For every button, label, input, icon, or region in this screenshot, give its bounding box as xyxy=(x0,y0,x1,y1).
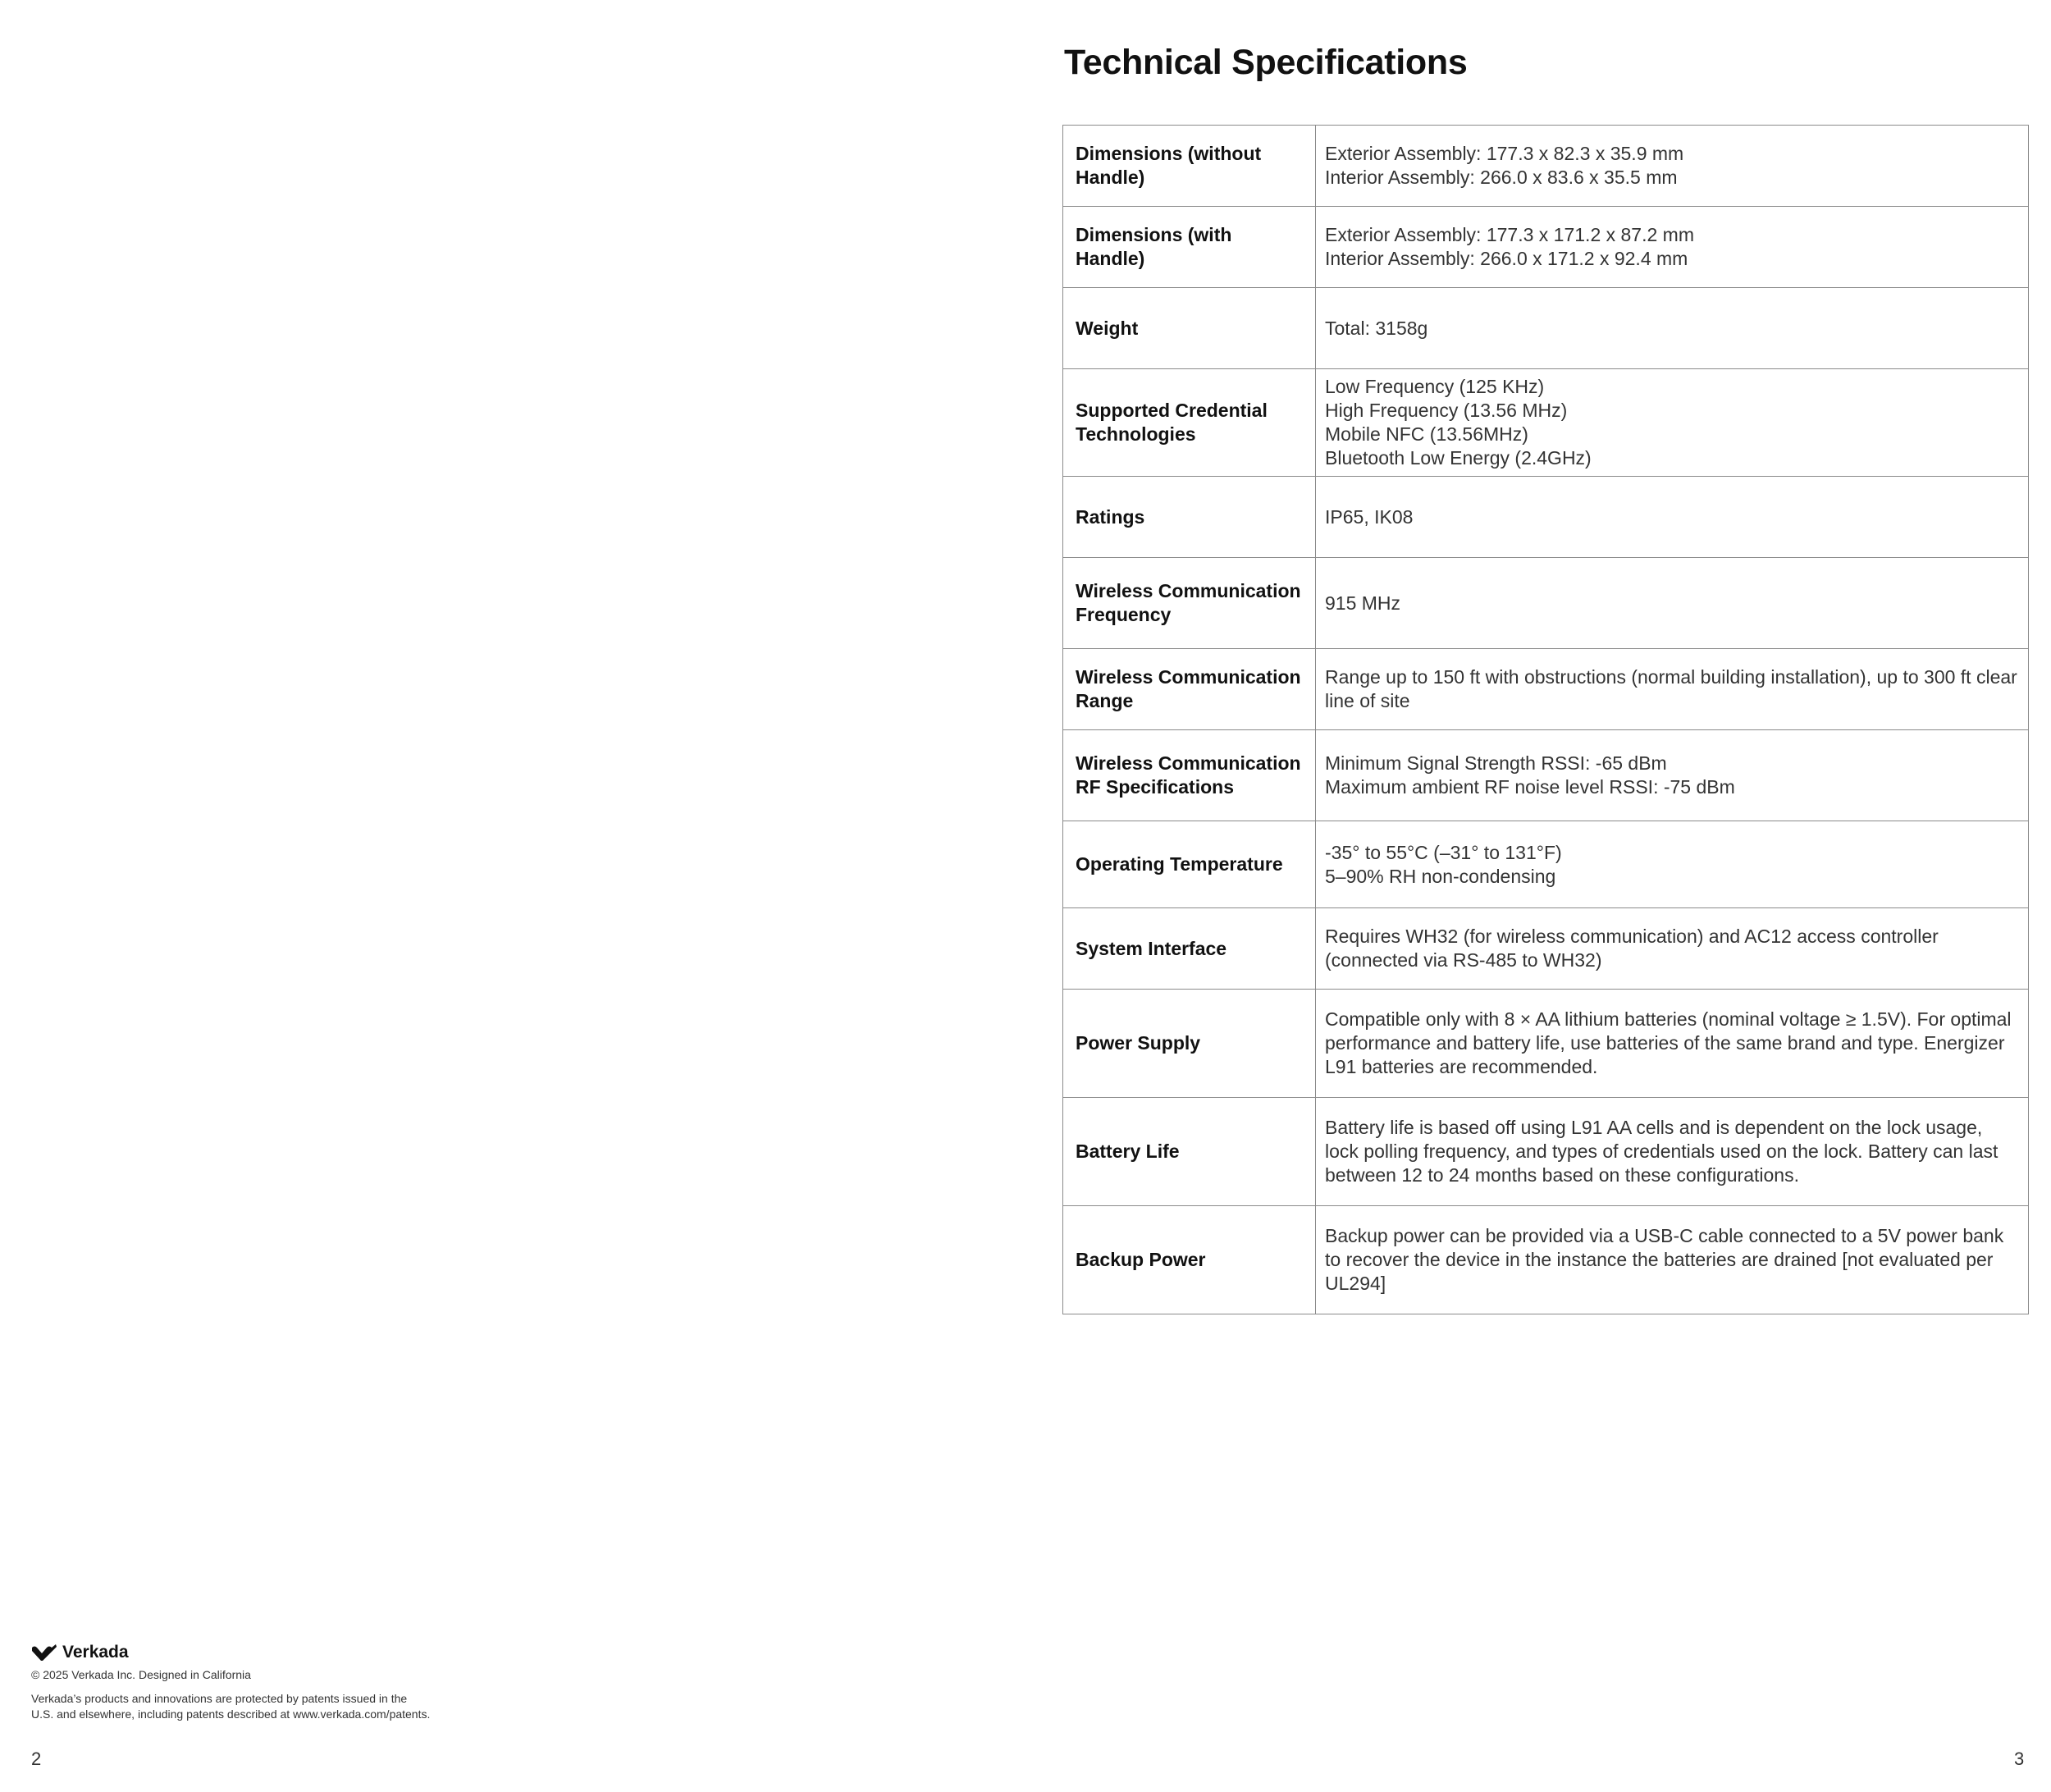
spec-value: Range up to 150 ft with obstructions (normal building installation), up to 300 ft clear line of site xyxy=(1316,649,2029,730)
spec-value: -35° to 55°C (–31° to 131°F) 5–90% RH non-condensing xyxy=(1316,821,2029,908)
spec-label: Backup Power xyxy=(1063,1206,1316,1314)
spec-label: Weight xyxy=(1063,288,1316,369)
spec-label: System Interface xyxy=(1063,908,1316,990)
spec-value: Requires WH32 (for wireless communication) and AC12 access controller (connected via RS-485 to WH32) xyxy=(1316,908,2029,990)
spec-value: Minimum Signal Strength RSSI: -65 dBm Maximum ambient RF noise level RSSI: -75 dBm xyxy=(1316,730,2029,821)
spec-label: Battery Life xyxy=(1063,1098,1316,1206)
page-number: 3 xyxy=(2014,1749,2025,1769)
spec-value: Battery life is based off using L91 AA cells and is dependent on the lock usage, lock polling frequency, and types of credentials used on the lock. Battery can last between 12 to 24 months based on these configurations. xyxy=(1316,1098,2029,1206)
spec-value: Compatible only with 8 × AA lithium batteries (nominal voltage ≥ 1.5V). For optimal performance and battery life, use batteries of the same brand and type. Energizer L91 batteries are recommended. xyxy=(1316,990,2029,1098)
patents-notice xyxy=(31,1691,540,1722)
spec-label: Wireless Communication Frequency xyxy=(1063,558,1316,649)
spec-value: IP65, IK08 xyxy=(1316,477,2029,558)
spec-value: 915 MHz xyxy=(1316,558,2029,649)
spec-label: Operating Temperature xyxy=(1063,821,1316,908)
patents-line-2: U.S. and elsewhere, including patents described at www.verkada.com/patents. xyxy=(31,1707,431,1721)
spec-label: Wireless Communication Range xyxy=(1063,649,1316,730)
spec-value: Low Frequency (125 KHz) High Frequency (13.56 MHz) Mobile NFC (13.56MHz) Bluetooth Low Energy (2.4GHz) xyxy=(1316,369,2029,477)
table-row xyxy=(1063,369,2029,477)
spec-value: Total: 3158g xyxy=(1316,288,2029,369)
spec-value: Exterior Assembly: 177.3 x 82.3 x 35.9 mm Interior Assembly: 266.0 x 83.6 x 35.5 mm xyxy=(1316,126,2029,207)
table-row xyxy=(1063,477,2029,558)
table-row xyxy=(1063,649,2029,730)
brand-name: Verkada xyxy=(62,1643,129,1662)
spec-label: Dimensions (without Handle) xyxy=(1063,126,1316,207)
spec-value: Exterior Assembly: 177.3 x 171.2 x 87.2 mm Interior Assembly: 266.0 x 171.2 x 92.4 mm xyxy=(1316,207,2029,288)
spec-label: Power Supply xyxy=(1063,990,1316,1098)
table-row xyxy=(1063,288,2029,369)
copyright-text: © 2025 Verkada Inc. Designed in California xyxy=(31,1668,251,1681)
table-row xyxy=(1063,558,2029,649)
page-number: 2 xyxy=(31,1749,42,1769)
spec-label: Supported Credential Technologies xyxy=(1063,369,1316,477)
table-row xyxy=(1063,207,2029,288)
table-row xyxy=(1063,908,2029,990)
right-page xyxy=(1026,0,2051,1792)
spec-label: Ratings xyxy=(1063,477,1316,558)
spec-table xyxy=(1062,125,2029,1314)
patents-line-1: Verkada’s products and innovations are protected by patents issued in the xyxy=(31,1692,408,1705)
table-row xyxy=(1063,126,2029,207)
table-row xyxy=(1063,990,2029,1098)
spec-value: Backup power can be provided via a USB-C cable connected to a 5V power bank to recover the device in the instance the batteries are drained [not evaluated per UL294] xyxy=(1316,1206,2029,1314)
table-row xyxy=(1063,730,2029,821)
spec-label: Dimensions (with Handle) xyxy=(1063,207,1316,288)
verkada-logo-icon xyxy=(31,1643,57,1662)
footer xyxy=(31,1643,540,1722)
table-row xyxy=(1063,821,2029,908)
table-row xyxy=(1063,1206,2029,1314)
spec-label: Wireless Communication RF Specifications xyxy=(1063,730,1316,821)
table-row xyxy=(1063,1098,2029,1206)
page-title: Technical Specifications xyxy=(1064,43,1468,82)
brand xyxy=(31,1643,540,1662)
